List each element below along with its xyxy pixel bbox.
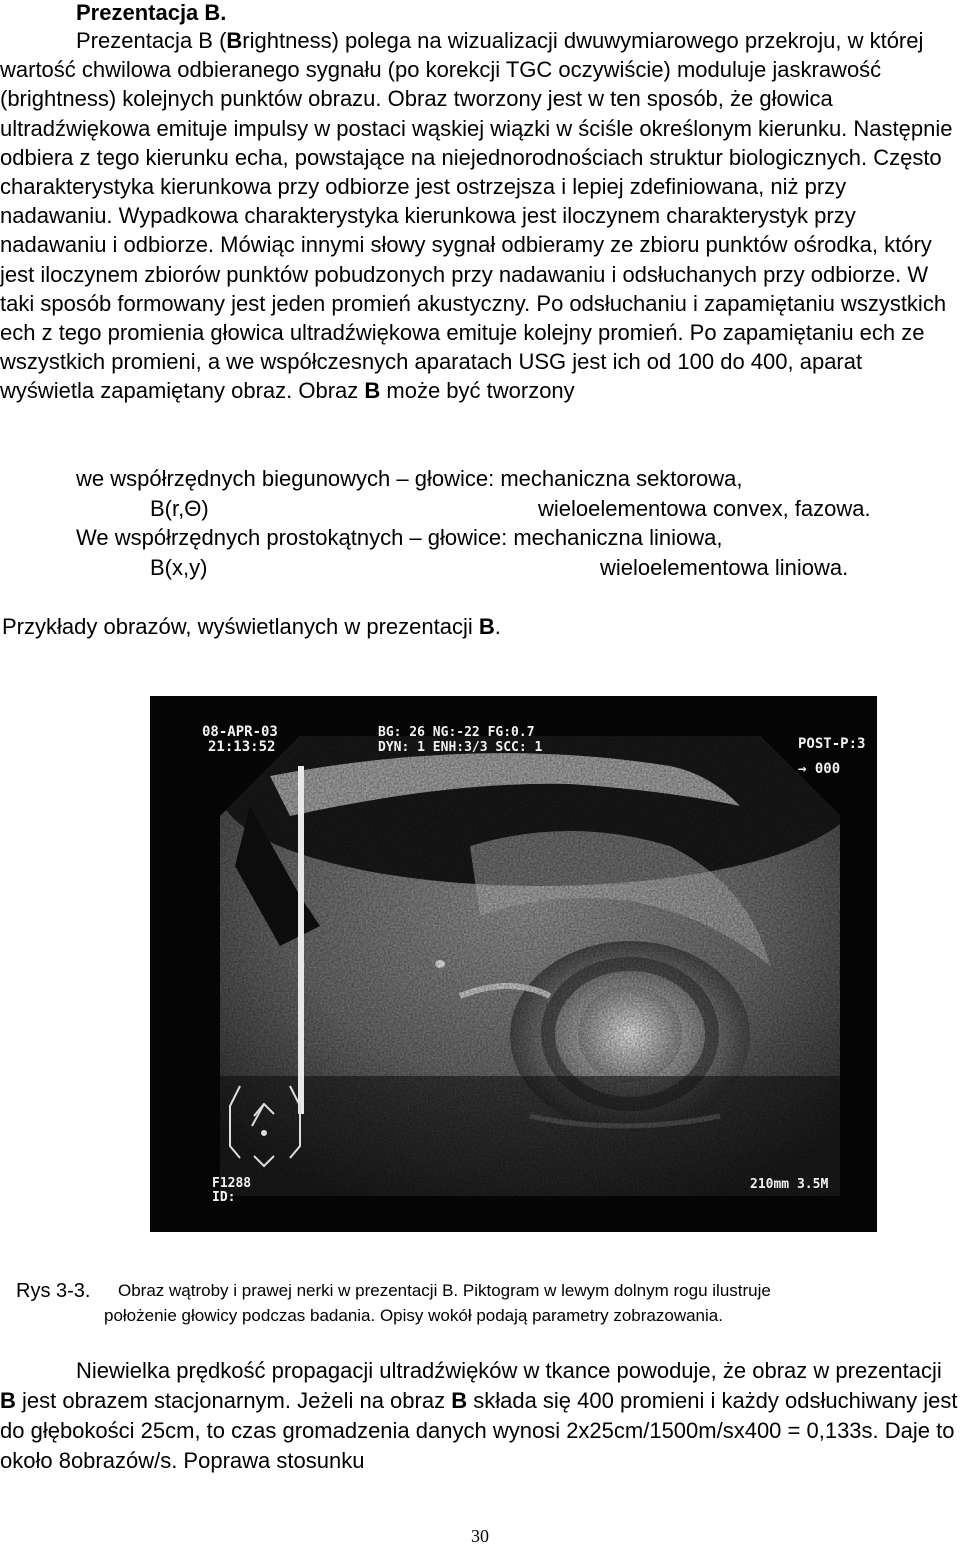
patient-id-label: ID: [212,1190,236,1205]
depth-frequency-readout: 210mm 3.5M [750,1177,829,1192]
examples-line [2,612,501,641]
paragraph1-run-1: B [226,28,243,53]
paragraph-frame-rate [0,1356,958,1476]
paragraph2-run-4: składa się 400 promieni i każdy odsłuchiwany jest do głębokości 25cm, to czas gromadzenia danych wynosi 2x25cm/1500m/sx400 = 0,133s. Daje to około 8obrazów/s. Poprawa stosunku [0,1388,958,1473]
paragraph2-run-0: Niewielka prędkość propagacji ultradźwięków w tkance powoduje, że obraz w prezentacji [76,1358,942,1383]
paragraph1-run-2: rightness) polega na wizualizacji dwuwymiarowego przekroju, w której wartość chwilowa odbieranego sygnału (po korekcji TGC oczywiście) moduluje jaskrawość (brightness) kolejnych punktów obrazu. Obraz tworzony jest w ten sposób, że głowica ultradźwiękowa emituje impulsy w postaci wąskiej wiązki w ściśle określonym kierunku. Następnie odbiera z tego kierunku echa, powstające na niejednorodnościach struktur biologicznych. Często charakterystyka kierunkowa przy odbiorze jest ostrzejsza i lepiej zdefiniowana, niż przy nadawaniu. Wypadkowa charakterystyka kierunkowa jest iloczynem charakterystyk przy nadawaniu i odbiorze. Mówiąc innymi słowy sygnał odbieramy ze zbioru punktów ośrodka, który jest iloczynem zbiorów punktów pobudzonych przy nadawaniu i odsłuchanych przy odbiorze. W taki sposób formowany jest jeden promień akustyczny. Po odsłuchaniu i zapamiętaniu wszystkich ech z tego promienia głowica ultradźwiękowa emituje kolejny promień. Po zapamiętaniu ech ze wszystkich promieni, a we współczesnych aparatach USG jest ich od 100 do 400, aparat wyświetla zapamiętany obraz. Obraz [0,28,953,404]
paragraph1-run-4: może być tworzony [380,378,575,404]
page-number: 30 [471,1526,489,1546]
paragraph2-run-3: B [451,1388,468,1413]
scan-date: 08-APR-03 [202,724,278,740]
polar-coords-symbol: B(r,Θ) [150,496,209,521]
polar-coords-continuation: wieloelementowa convex, fazowa. [538,496,871,521]
rect-coords-symbol: B(x,y) [150,555,208,580]
paragraph2-run-1: B [0,1388,16,1413]
frame-code: F1288 [212,1176,252,1191]
ultrasound-image [150,696,877,1232]
section-heading: Prezentacja B. [76,0,227,25]
scan-sector [210,696,860,1206]
paragraph1-run-3: B [364,378,381,404]
examples-run-0: Przykłady obrazów, wyświetlanych w prezentacji [2,614,479,639]
paragraph2-run-2: jest obrazem stacjonarnym. Jeżeli na obraz [15,1388,452,1413]
examples-run-1: B [478,614,495,639]
rect-coords-line: We współrzędnych prostokątnych – głowice: mechaniczna liniowa, [76,525,723,550]
dyn-params: DYN: 1 ENH:3/3 SCC: 1 [378,740,543,755]
figure-label: Rys 3-3. [16,1280,91,1302]
paragraph1-run-0: Prezentacja B ( [76,28,227,53]
polar-coords-line: we współrzędnych biegunowych – głowice: mechaniczna sektorowa, [76,466,743,491]
post-processing-label: POST-P:3 [798,736,866,752]
figure-caption-line-1: Obraz wątroby i prawej nerki w prezentacji B. Piktogram w lewym dolnym rogu ilustruje [118,1281,771,1300]
arrow-readout: → 000 [798,761,841,777]
gain-params: BG: 26 NG:-22 FG:0.7 [378,725,535,740]
paragraph-b-mode-description [0,26,958,406]
rect-coords-continuation: wieloelementowa liniowa. [600,555,849,580]
depth-scale-bar [298,766,304,1114]
examples-run-2: . [494,614,501,639]
ultrasound-scan-svg [150,696,877,1232]
scan-time: 21:13:52 [208,739,276,755]
figure-caption-line-2: położenie głowicy podczas badania. Opisy wokół podają parametry zobrazowania. [104,1306,723,1325]
